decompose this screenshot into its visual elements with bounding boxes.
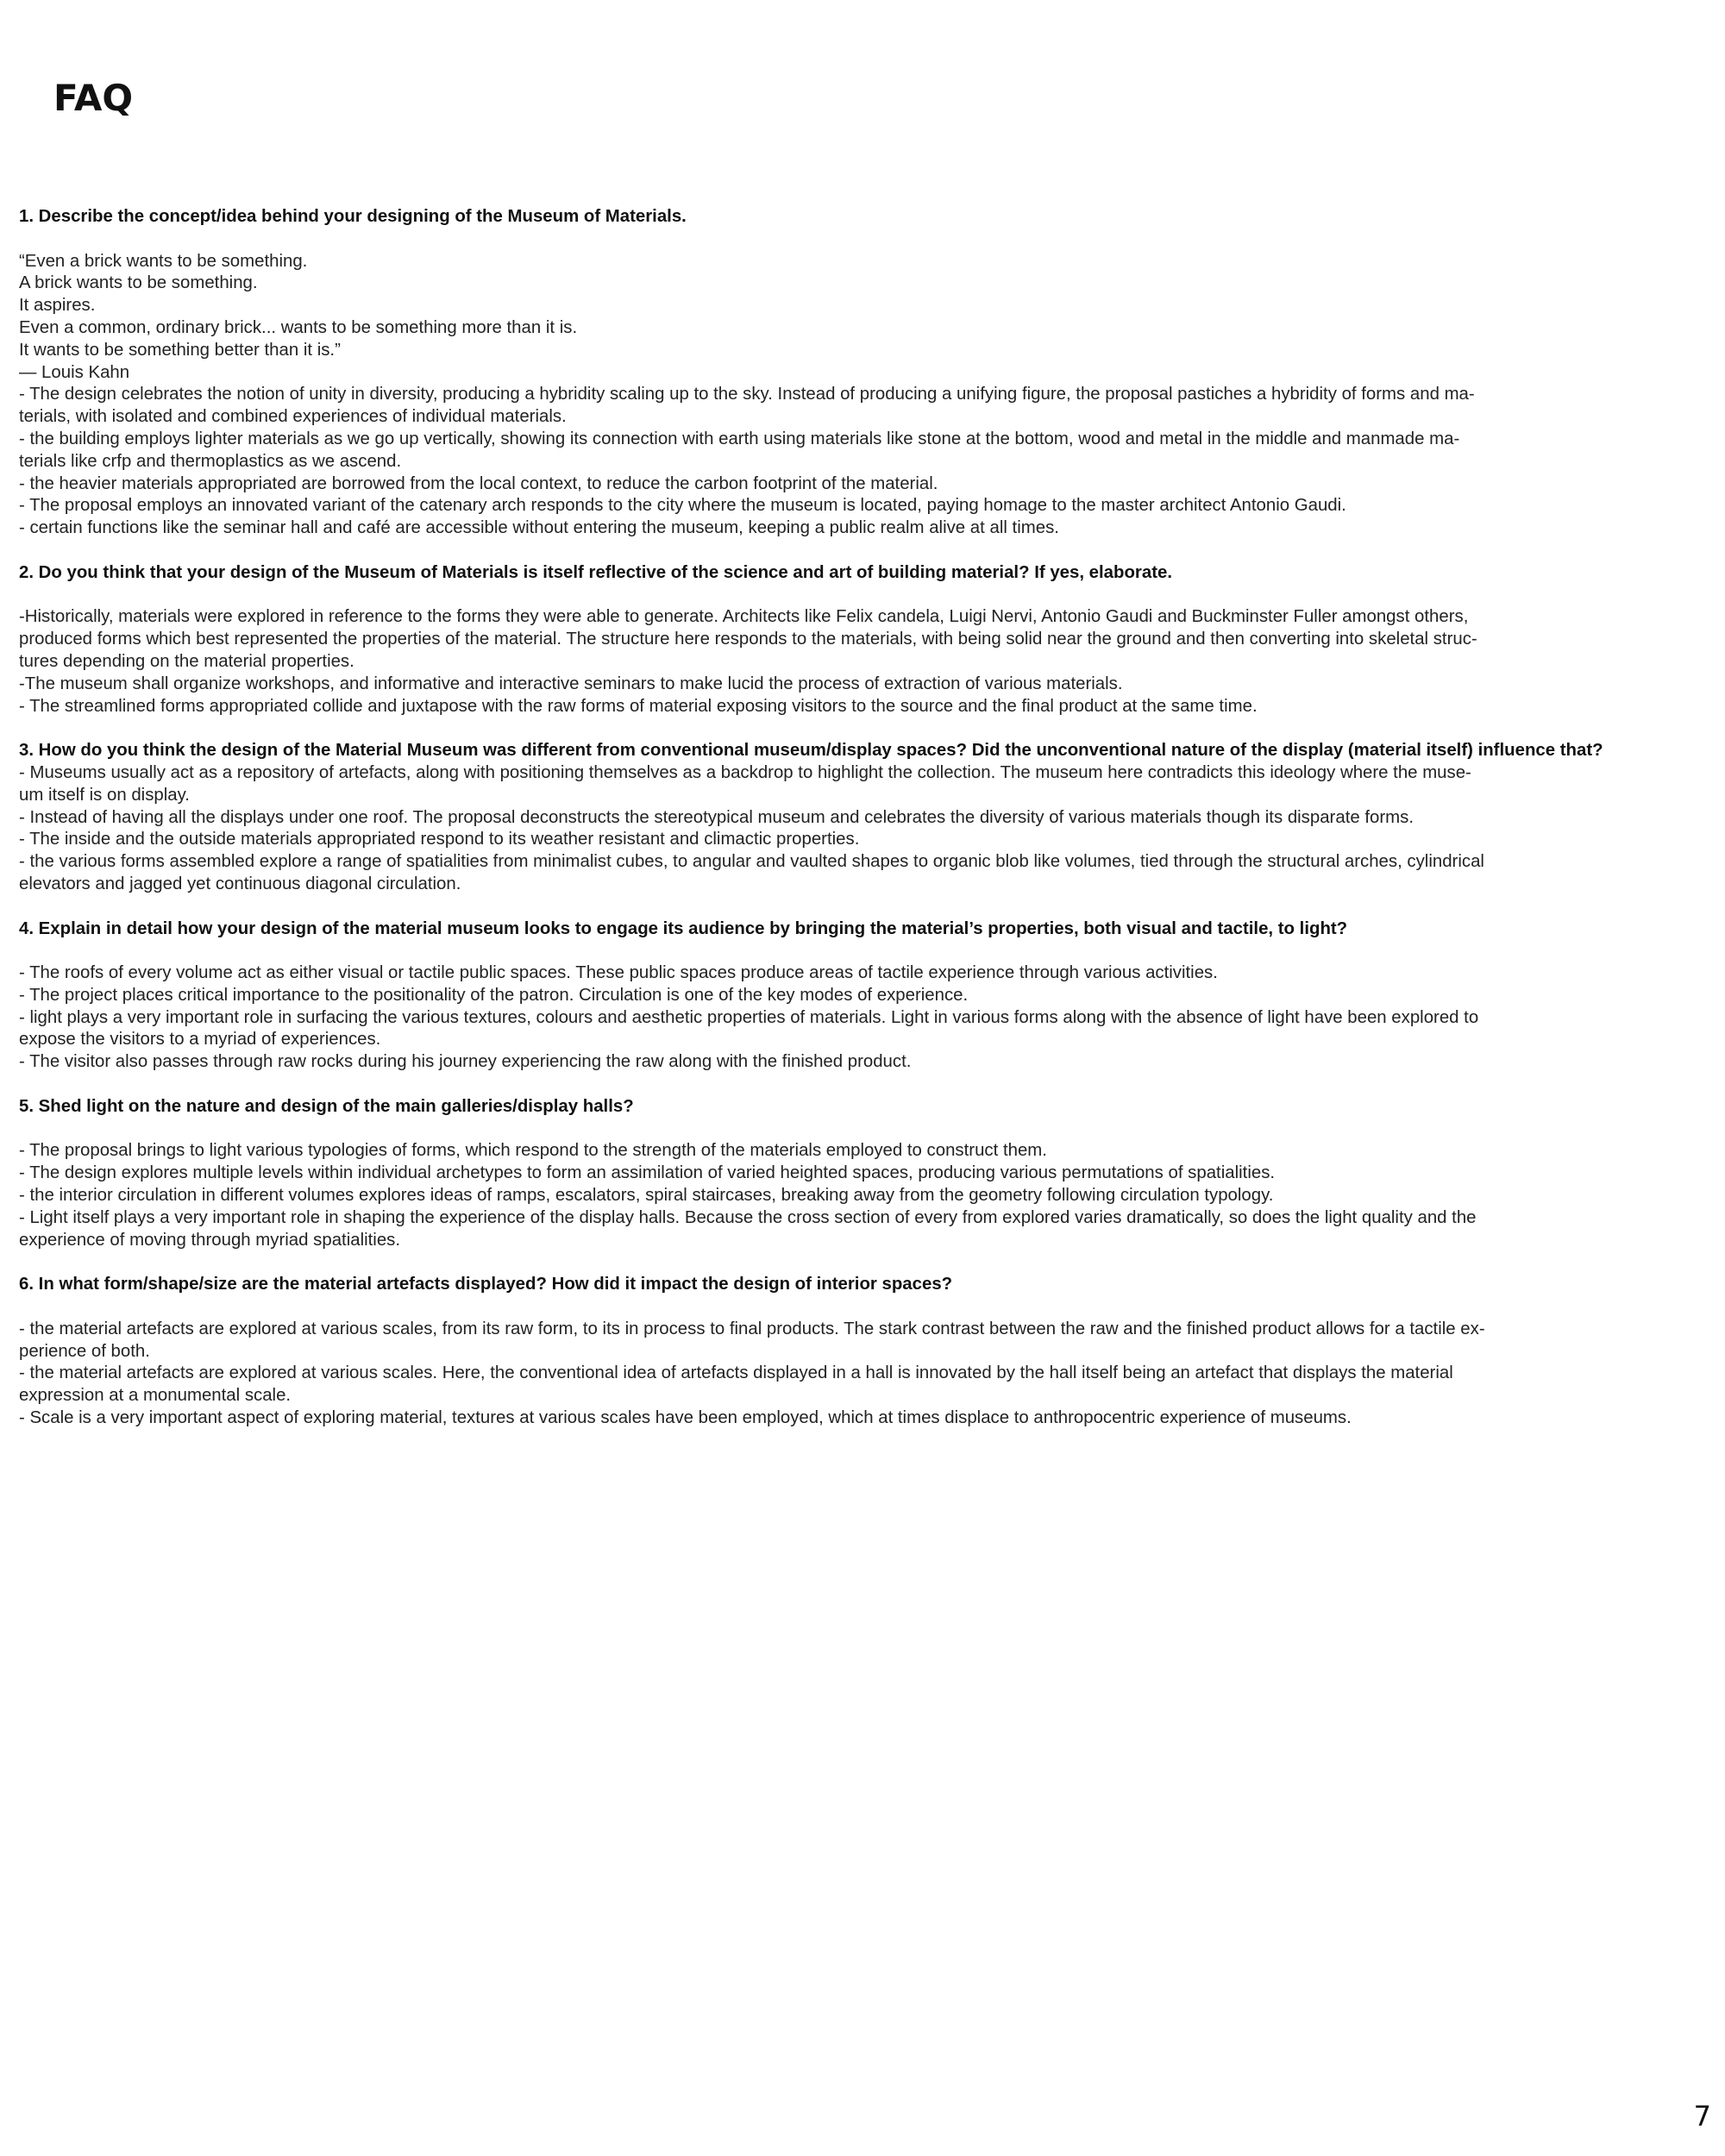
faq-answer-line: - The visitor also passes through raw rocks during his journey experiencing the raw along with the finished product. (19, 1052, 912, 1072)
faq-answer-line: - light plays a very important role in surfacing the various textures, colours and aesthetic properties of materials. Light in various forms along with the absence of light have been explored to (19, 1007, 1479, 1027)
faq-answer-line: - The roofs of every volume act as either visual or tactile public spaces. These public spaces produce areas of tactile experience through various activities. (19, 963, 1218, 983)
faq-answer-line: - the material artefacts are explored at various scales, from its raw form, to its in process to final products. The stark contrast between the raw and the finished product allows for a tactile ex- (19, 1319, 1485, 1338)
faq-section (19, 1274, 1711, 1430)
faq-answer-line: - the building employs lighter materials as we go up vertically, showing its connection with earth using materials like stone at the bottom, wood and metal in the middle and manmade ma- (19, 429, 1460, 448)
faq-question: 3. How do you think the design of the Material Museum was different from conventional museum/display spaces? Did the unconventional nature of the display (material itself) influence that? (19, 741, 1603, 761)
faq-answer-line: um itself is on display. (19, 785, 190, 805)
faq-answer-line: - Museums usually act as a repository of artefacts, along with positioning themselves as a backdrop to highlight the collection. The museum here contradicts this ideology where the muse- (19, 762, 1471, 782)
faq-answer-line: - The proposal employs an innovated variant of the catenary arch responds to the city where the museum is located, paying homage to the master architect Antonio Gaudi. (19, 496, 1346, 516)
faq-answer-line: - Light itself plays a very important role in shaping the experience of the display halls. Because the cross section of every from explored varies dramatically, so does the light quality and the (19, 1207, 1477, 1227)
faq-answer-line: A brick wants to be something. (19, 273, 258, 293)
faq-answer-line: - the heavier materials appropriated are borrowed from the local context, to reduce the carbon footprint of the material. (19, 473, 938, 493)
faq-answer-line: - certain functions like the seminar hall and café are accessible without entering the museum, keeping a public realm alive at all times. (19, 518, 1059, 538)
faq-answer-line: perience of both. (19, 1341, 150, 1361)
faq-answer-line: Even a common, ordinary brick... wants to be something more than it is. (19, 317, 578, 337)
faq-answer-line: expose the visitors to a myriad of experiences. (19, 1030, 381, 1050)
page-number: 7 (1693, 2100, 1711, 2133)
faq-question: 5. Shed light on the nature and design of the main galleries/display halls? (19, 1096, 634, 1116)
faq-answer-line: - The streamlined forms appropriated collide and juxtapose with the raw forms of material exposing visitors to the source and the final product at the same time. (19, 696, 1258, 716)
faq-section (19, 206, 1711, 540)
faq-answer-line: expression at a monumental scale. (19, 1386, 292, 1406)
faq-answer-line: - Scale is a very important aspect of exploring material, textures at various scales have been employed, which at times displace to anthropocentric experience of museums. (19, 1408, 1352, 1428)
faq-section (19, 562, 1711, 718)
faq-answer-line: -Historically, materials were explored in reference to the forms they were able to generate. Architects like Felix candela, Luigi Nervi, Antonio Gaudi and Buckminster Fuller amongst others, (19, 607, 1469, 627)
faq-answer-line: experience of moving through myriad spatialities. (19, 1230, 401, 1250)
faq-answer-line: terials, with isolated and combined experiences of individual materials. (19, 407, 567, 427)
faq-answer-line: - The design explores multiple levels within individual archetypes to form an assimilation of varied heighted spaces, producing various permutations of spatialities. (19, 1163, 1276, 1183)
faq-answer-line: - The proposal brings to light various typologies of forms, which respond to the strength of the materials employed to construct them. (19, 1141, 1047, 1161)
faq-answer-line: elevators and jagged yet continuous diagonal circulation. (19, 874, 461, 893)
faq-section (19, 918, 1711, 1075)
page-title: FAQ (53, 77, 134, 119)
faq-answer-line: “Even a brick wants to be something. (19, 251, 308, 271)
faq-answer-line: It aspires. (19, 296, 96, 316)
faq-answer-line: - the interior circulation in different volumes explores ideas of ramps, escalators, spiral staircases, breaking away from the geometry following circulation typology. (19, 1186, 1274, 1206)
faq-content (19, 206, 1711, 1430)
faq-answer-line: - The project places critical importance to the positionality of the patron. Circulation is one of the key modes of experience. (19, 985, 969, 1005)
faq-question: 2. Do you think that your design of the Museum of Materials is itself reflective of the science and art of building material? If yes, elaborate. (19, 562, 1173, 582)
faq-answer-line: - The design celebrates the notion of unity in diversity, producing a hybridity scaling up to the sky. Instead of producing a unifying figure, the proposal pastiches a hybridity of forms and ma- (19, 385, 1475, 404)
faq-answer-line: terials like crfp and thermoplastics as we ascend. (19, 451, 402, 471)
faq-answer-line: - the material artefacts are explored at various scales. Here, the conventional idea of artefacts displayed in a hall is innovated by the hall itself being an artefact that displays the material (19, 1363, 1453, 1383)
faq-question: 6. In what form/shape/size are the material artefacts displayed? How did it impact the design of interior spaces? (19, 1275, 953, 1294)
faq-answer-line: - Instead of having all the displays under one roof. The proposal deconstructs the stereotypical museum and celebrates the diversity of various materials though its disparate forms. (19, 807, 1414, 827)
faq-section (19, 740, 1711, 896)
faq-answer-line: produced forms which best represented the properties of the material. The structure here responds to the materials, with being solid near the ground and then converting into skeletal struc- (19, 630, 1477, 649)
faq-answer-line: -The museum shall organize workshops, and informative and interactive seminars to make lucid the process of extraction of various materials. (19, 674, 1123, 693)
faq-answer-line: - The inside and the outside materials appropriated respond to its weather resistant and climactic properties. (19, 830, 860, 849)
faq-answer-line: - the various forms assembled explore a range of spatialities from minimalist cubes, to angular and vaulted shapes to organic blob like volumes, tied through the structural arches, cylindrical (19, 852, 1484, 872)
faq-answer-line: It wants to be something better than it is.” (19, 340, 341, 360)
faq-answer-line: — Louis Kahn (19, 362, 130, 382)
faq-answer-line: tures depending on the material properties. (19, 651, 354, 671)
faq-question: 4. Explain in detail how your design of the material museum looks to engage its audience by bringing the material’s properties, both visual and tactile, to light? (19, 918, 1348, 938)
faq-section (19, 1096, 1711, 1252)
faq-question: 1. Describe the concept/idea behind your designing of the Museum of Materials. (19, 207, 687, 226)
